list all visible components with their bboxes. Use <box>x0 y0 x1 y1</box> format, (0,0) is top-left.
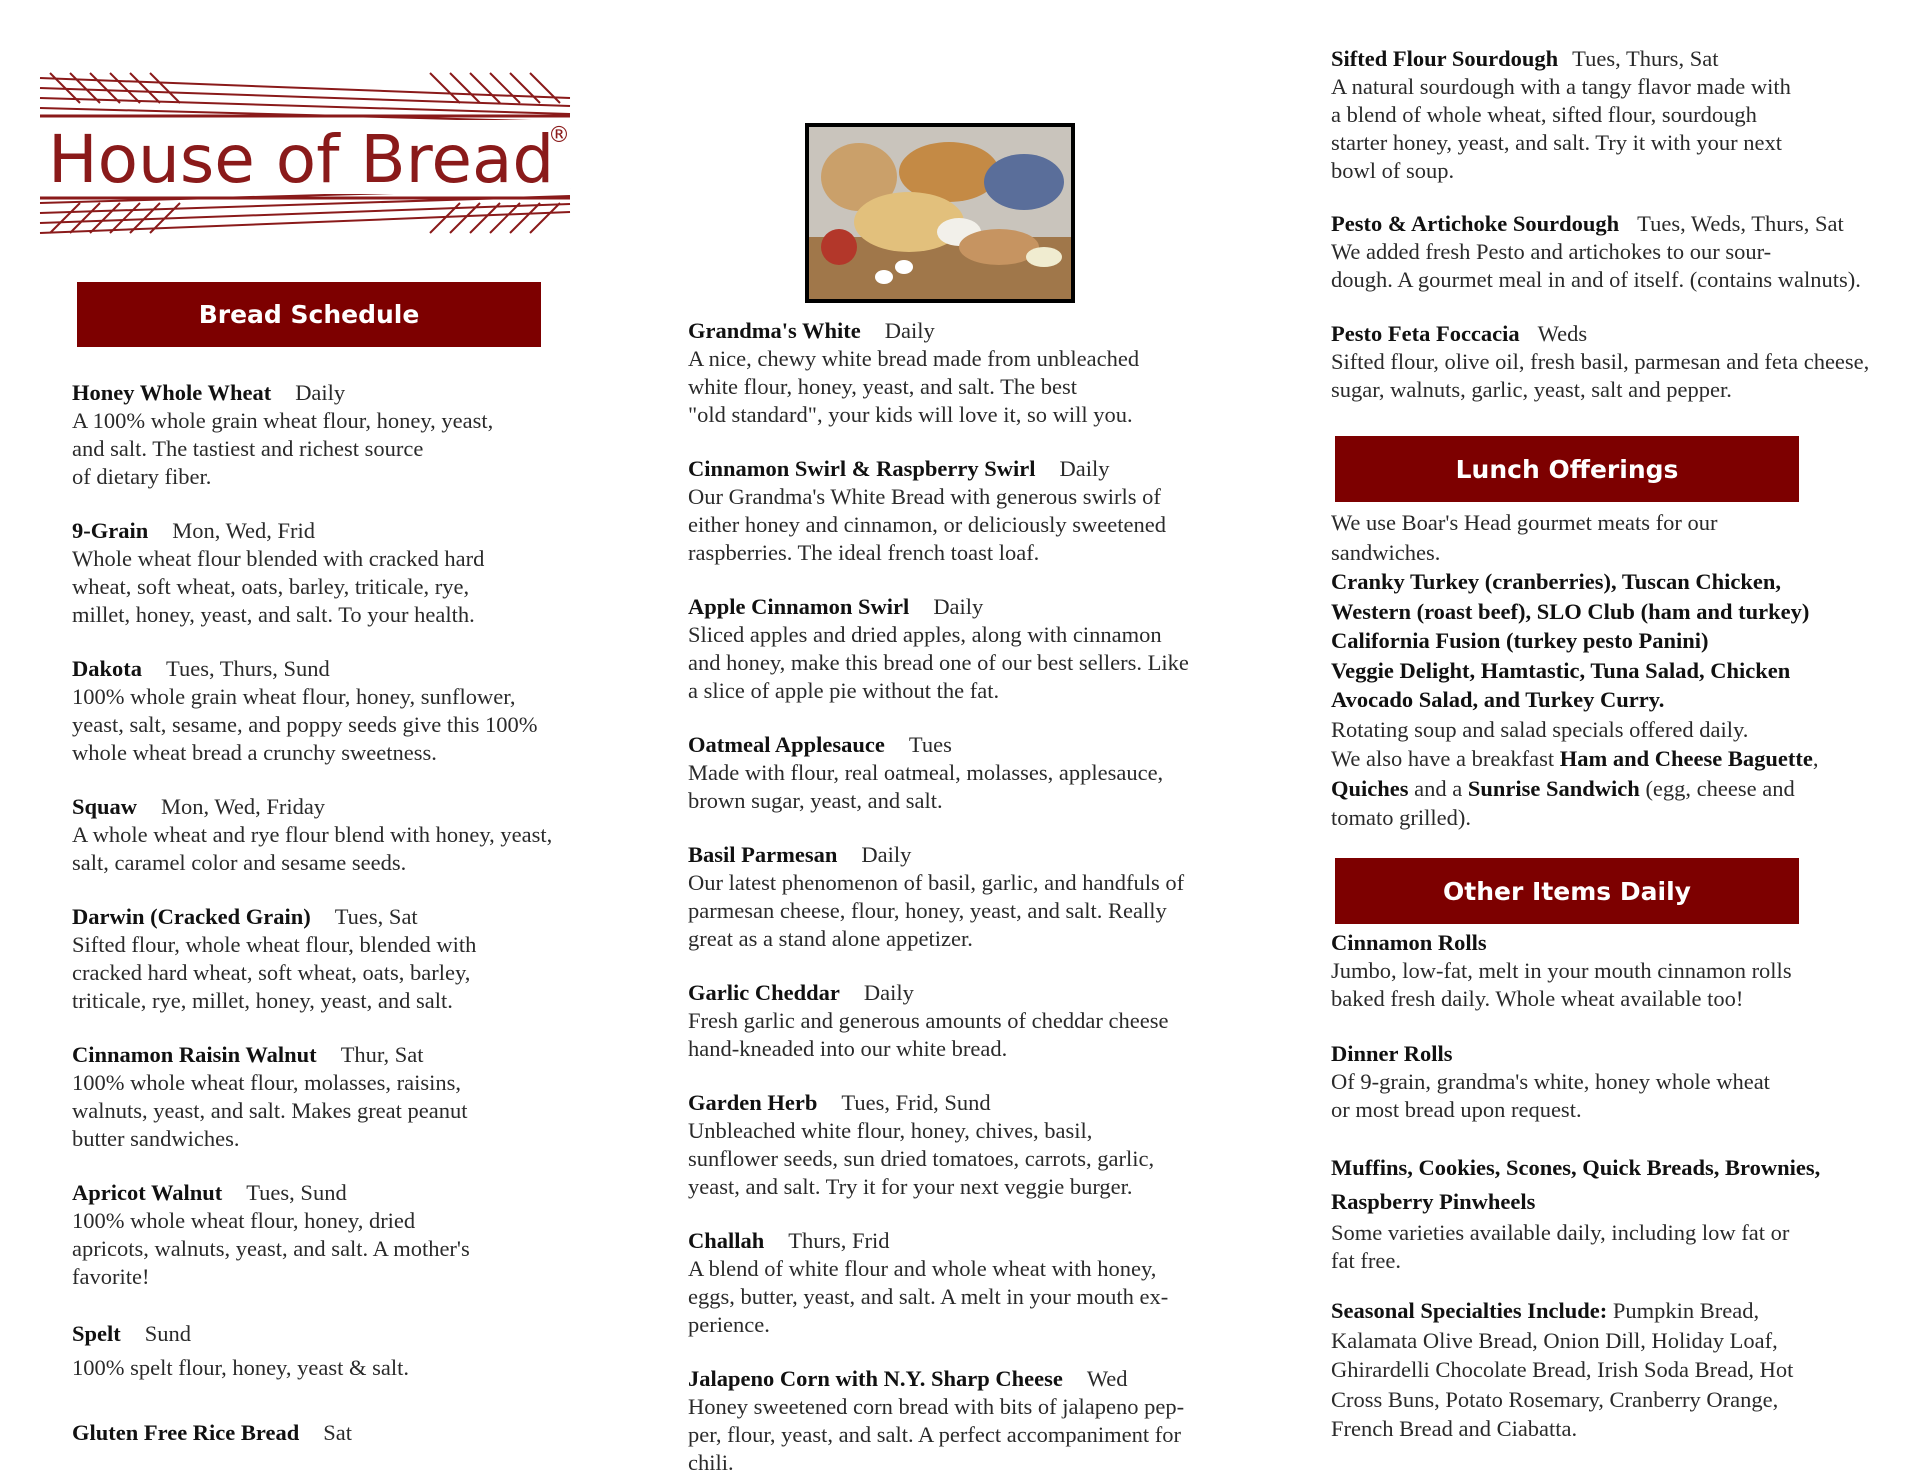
bread-days: Mon, Wed, Frid <box>172 518 316 543</box>
bread-description: A whole wheat and rye flour blend with honey, yeast, salt, caramel color and sesame seeds. <box>72 822 553 875</box>
item-description: Of 9-grain, grandma's white, honey whole wheat or most bread upon request. <box>1331 1069 1770 1122</box>
bread-description: A natural sourdough with a tangy flavor made with a blend of whole wheat, sifted flour, sourdough starter honey, yeast, and salt. Try it with your next bowl of soup. <box>1331 74 1791 183</box>
bread-item <box>72 793 592 877</box>
brand-name: House of Bread <box>48 121 555 198</box>
bread-description: A nice, chewy white bread made from unbleached white flour, honey, yeast, and salt. The best "old standard", your kids will love it, so will you. <box>688 346 1140 427</box>
bread-days: Daily <box>863 980 914 1005</box>
house-of-bread-logo <box>0 58 610 238</box>
breakfast-text <box>1331 744 1911 833</box>
bread-item <box>72 1320 592 1382</box>
bread-description: 100% whole wheat flour, molasses, raisins, walnuts, yeast, and salt. Makes great peanut butter sandwiches. <box>72 1070 468 1151</box>
bread-item <box>72 1179 592 1291</box>
bread-days: Tues, Frid, Sund <box>841 1090 991 1115</box>
registered-mark: ® <box>548 123 570 148</box>
bread-photo <box>805 123 1075 303</box>
bread-days: Daily <box>1059 456 1110 481</box>
bread-name: Garlic Cheddar <box>688 980 840 1005</box>
bread-name: Squaw <box>72 794 138 819</box>
bread-description: Made with flour, real oatmeal, molasses, applesauce, brown sugar, yeast, and salt. <box>688 760 1164 813</box>
bread-name: Cinnamon Raisin Walnut <box>72 1042 317 1067</box>
bread-description: A blend of white flour and whole wheat with honey, eggs, butter, yeast, and salt. A melt in your mouth ex- perience. <box>688 1256 1169 1337</box>
text-run: , <box>1812 746 1819 771</box>
bread-name: Apricot Walnut <box>72 1180 223 1205</box>
bread-days: Tues, Sat <box>334 904 418 929</box>
bread-days: Mon, Wed, Friday <box>161 794 326 819</box>
bread-item <box>688 1089 1238 1201</box>
bread-schedule-banner: Bread Schedule <box>77 282 541 347</box>
seasonal-specialties <box>1331 1296 1911 1444</box>
bread-name: Pesto Feta Foccacia <box>1331 321 1520 346</box>
bread-item <box>688 455 1238 567</box>
bread-item <box>72 1419 592 1447</box>
bread-days: Tues, Thurs, Sund <box>166 656 330 681</box>
bread-item <box>688 593 1238 705</box>
bread-name: Pesto & Artichoke Sourdough <box>1331 211 1620 236</box>
bread-days: Daily <box>933 594 984 619</box>
bread-description: Honey sweetened corn bread with bits of jalapeno pep- per, flour, yeast, and salt. A perfect accompaniment for chili. <box>688 1394 1185 1475</box>
bread-days: Thurs, Frid <box>788 1228 890 1253</box>
bread-description: 100% whole wheat flour, honey, dried apricots, walnuts, yeast, and salt. A mother's favorite! <box>72 1208 470 1289</box>
bread-name: Dakota <box>72 656 143 681</box>
bread-item <box>688 979 1238 1063</box>
bread-item <box>72 903 592 1015</box>
bread-name: Spelt <box>72 1321 121 1346</box>
bread-days: Tues <box>908 732 952 757</box>
bread-days: Sund <box>144 1321 192 1346</box>
bread-name: Jalapeno Corn with N.Y. Sharp Cheese <box>688 1366 1063 1391</box>
seasonal-list: Pumpkin Bread, Kalamata Olive Bread, Onion Dill, Holiday Loaf, Ghirardelli Chocolate Bread, Irish Soda Bread, Hot Cross Buns, Potato Rosemary, Cranberry Orange, French Bread and Ciabatta. <box>1331 1298 1794 1441</box>
item-name: Cinnamon Rolls <box>1331 930 1487 955</box>
bread-days: Sat <box>323 1420 353 1445</box>
other-items-banner: Other Items Daily <box>1335 858 1799 924</box>
bread-item <box>72 655 592 767</box>
other-item <box>1331 929 1911 1013</box>
lunch-specials: Rotating soup and salad specials offered daily. <box>1331 716 1749 742</box>
bread-item <box>688 731 1238 815</box>
bread-description: Sifted flour, olive oil, fresh basil, parmesan and feta cheese, sugar, walnuts, garlic, yeast, salt and pepper. <box>1331 349 1870 402</box>
bread-description: 100% spelt flour, honey, yeast & salt. <box>72 1355 409 1380</box>
bread-description: We added fresh Pesto and artichokes to our sour- dough. A gourmet meal in and of itself. (contains walnuts). <box>1331 239 1861 292</box>
seasonal-label: Seasonal Specialties Include: <box>1331 1298 1608 1323</box>
bread-name: Gluten Free Rice Bread <box>72 1420 300 1445</box>
item-name: Dinner Rolls <box>1331 1041 1453 1066</box>
bread-item <box>688 1365 1238 1477</box>
bread-description: Fresh garlic and generous amounts of cheddar cheese hand-kneaded into our white bread. <box>688 1008 1169 1061</box>
bread-description: Our Grandma's White Bread with generous swirls of either honey and cinnamon, or deliciously sweetened raspberries. The ideal french toast loaf. <box>688 484 1166 565</box>
bread-name: Oatmeal Applesauce <box>688 732 885 757</box>
bread-days: Tues, Weds, Thurs, Sat <box>1637 211 1844 236</box>
bread-name: Challah <box>688 1228 765 1253</box>
bread-item <box>688 317 1238 429</box>
bread-item <box>1331 45 1911 185</box>
bread-name: Apple Cinnamon Swirl <box>688 594 910 619</box>
sunrise-sandwich: Sunrise Sandwich <box>1467 775 1640 801</box>
bread-name: Grandma's White <box>688 318 861 343</box>
bread-item <box>72 1041 592 1153</box>
bread-days: Tues, Thurs, Sat <box>1572 46 1719 71</box>
bread-name: Darwin (Cracked Grain) <box>72 904 311 929</box>
other-item <box>1331 1040 1911 1124</box>
bread-days: Wed <box>1086 1366 1128 1391</box>
bread-item <box>72 517 592 629</box>
bread-name: Honey Whole Wheat <box>72 380 272 405</box>
bread-item <box>1331 210 1911 294</box>
lunch-intro: We use Boar's Head gourmet meats for our sandwiches. <box>1331 510 1718 565</box>
bread-item <box>688 1227 1238 1339</box>
lunch-menu: Cranky Turkey (cranberries), Tuscan Chicken, Western (roast beef), SLO Club (ham and turkey) California Fusion (turkey pesto Panini) Veggie Delight, Hamtastic, Tuna Salad, Chicken Avocado Salad, and Turkey Curry. <box>1331 569 1810 712</box>
bread-description: Sifted flour, whole wheat flour, blended with cracked hard wheat, soft wheat, oats, barley, triticale, rye, millet, honey, yeast, and salt. <box>72 932 477 1013</box>
bread-days: Thur, Sat <box>340 1042 424 1067</box>
text-run: We also have a breakfast <box>1331 746 1560 771</box>
bread-name: Basil Parmesan <box>688 842 838 867</box>
bread-description: Unbleached white flour, honey, chives, basil, sunflower seeds, sun dried tomatoes, carrots, garlic, yeast, and salt. Try it for your next veggie burger. <box>688 1118 1155 1199</box>
item-name: Muffins, Cookies, Scones, Quick Breads, Brownies, Raspberry Pinwheels <box>1331 1155 1821 1214</box>
lunch-offerings-banner: Lunch Offerings <box>1335 436 1799 502</box>
bread-basket-photo-icon <box>809 127 1071 299</box>
bread-description: A 100% whole grain wheat flour, honey, yeast, and salt. The tastiest and richest source of dietary fiber. <box>72 408 494 489</box>
quiches: Quiches <box>1331 775 1409 801</box>
bread-description: 100% whole grain wheat flour, honey, sunflower, yeast, salt, sesame, and poppy seeds give this 100% whole wheat bread a crunchy sweetness. <box>72 684 538 765</box>
lunch-section <box>1331 508 1911 833</box>
bread-name: Garden Herb <box>688 1090 818 1115</box>
ham-cheese-baguette: Ham and Cheese Baguette <box>1559 746 1813 771</box>
item-description: Some varieties available daily, including low fat or fat free. <box>1331 1220 1790 1273</box>
bread-days: Daily <box>861 842 912 867</box>
bread-item <box>1331 320 1911 404</box>
bread-days: Tues, Sund <box>246 1180 347 1205</box>
bread-item <box>72 379 592 491</box>
text-run: and a <box>1408 775 1468 801</box>
bread-name: Sifted Flour Sourdough <box>1331 46 1559 71</box>
other-item <box>1331 1151 1911 1275</box>
bread-description: Our latest phenomenon of basil, garlic, and handfuls of parmesan cheese, flour, honey, yeast, and salt. Really great as a stand alone appetizer. <box>688 870 1185 951</box>
bread-name: Cinnamon Swirl & Raspberry Swirl <box>688 456 1036 481</box>
text-run: (egg, cheese and tomato grilled). <box>1331 775 1795 830</box>
wheat-stalks-icon <box>0 58 610 238</box>
bread-name: 9-Grain <box>72 518 149 543</box>
bread-description: Whole wheat flour blended with cracked hard wheat, soft wheat, oats, barley, triticale, rye, millet, honey, yeast, and salt. To your health. <box>72 546 485 627</box>
bread-days: Daily <box>884 318 935 343</box>
bread-item <box>688 841 1238 953</box>
bread-days: Weds <box>1537 321 1588 346</box>
bread-description: Sliced apples and dried apples, along with cinnamon and honey, make this bread one of our best sellers. Like a slice of apple pie without the fat. <box>688 622 1189 703</box>
item-description: Jumbo, low-fat, melt in your mouth cinnamon rolls baked fresh daily. Whole wheat available too! <box>1331 958 1792 1011</box>
bread-days: Daily <box>295 380 346 405</box>
